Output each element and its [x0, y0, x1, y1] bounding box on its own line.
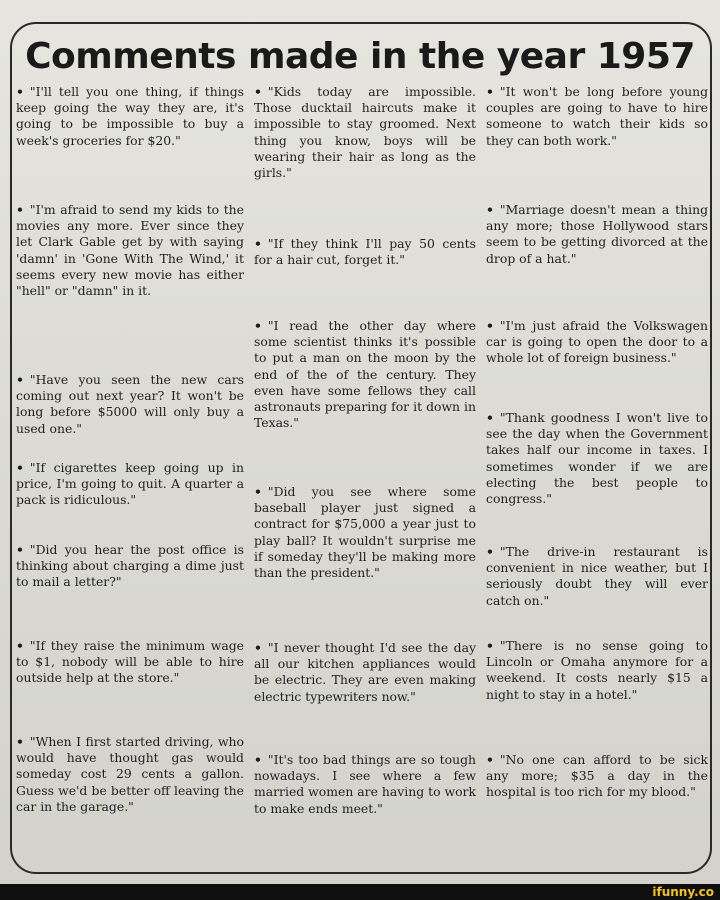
bullet-icon: •: [254, 236, 262, 251]
bullet-icon: •: [16, 202, 24, 217]
comment-item: [16, 734, 244, 815]
bullet-icon: •: [486, 544, 494, 559]
comment-text: "It won't be long before young couples are going to have to hire someone to watch their kids so they can both work.": [486, 84, 708, 148]
comment-text: "I never thought I'd see the day all our kitchen appliances would be electric. They are even making electric typewriters now.": [254, 640, 476, 704]
comment-text: "If they think I'll pay 50 cents for a hair cut, forget it.": [254, 236, 476, 268]
bullet-icon: •: [486, 202, 494, 217]
bullet-icon: •: [254, 318, 262, 333]
comment-item: [486, 410, 708, 507]
bullet-icon: •: [16, 372, 24, 387]
comment-item: [16, 638, 244, 687]
comment-item: [486, 544, 708, 609]
comment-item: [486, 638, 708, 703]
comment-text: "If cigarettes keep going up in price, I'm going to quit. A quarter a pack is ridiculous.": [16, 460, 244, 508]
comment-text: "The drive-in restaurant is convenient in nice weather, but I seriously doubt they will ever catch on.": [486, 544, 708, 608]
bullet-icon: •: [16, 542, 24, 557]
bullet-icon: •: [254, 752, 262, 767]
headline: Comments made in the year 1957: [25, 36, 695, 77]
comment-item: [16, 460, 244, 509]
footer-bar: [0, 884, 720, 900]
comment-text: "There is no sense going to Lincoln or Omaha anymore for a weekend. It costs nearly $15 a night to stay in a hotel.": [486, 638, 708, 702]
bullet-icon: •: [254, 640, 262, 655]
bullet-icon: •: [16, 84, 24, 99]
bullet-icon: •: [254, 484, 262, 499]
bullet-icon: •: [16, 460, 24, 475]
comment-text: "Did you hear the post office is thinking about charging a dime just to mail a letter?": [16, 542, 244, 590]
comment-text: "Have you seen the new cars coming out next year? It won't be long before $5000 will only buy a used one.": [16, 372, 244, 436]
comment-text: "It's too bad things are so tough nowadays. I see where a few married women are having to work to make ends meet.": [254, 752, 476, 816]
comment-item: [254, 484, 476, 581]
comment-item: [254, 236, 476, 268]
comment-text: "If they raise the minimum wage to $1, nobody will be able to hire outside help at the store.": [16, 638, 244, 686]
comment-text: "Kids today are impossible. Those ducktail haircuts make it impossible to stay groomed. Next thing you know, boys will be wearing their hair as long as the girls.": [254, 84, 476, 181]
bullet-icon: •: [486, 318, 494, 333]
bullet-icon: •: [16, 734, 24, 749]
comment-text: "No one can afford to be sick any more; $35 a day in the hospital is too rich for my blood.": [486, 752, 708, 800]
comment-item: [16, 84, 244, 149]
comment-text: "Thank goodness I won't live to see the day when the Government takes half our income in taxes. I sometimes wonder if we are electing the best people to congress.": [486, 410, 708, 507]
comment-item: [254, 640, 476, 705]
comment-text: "When I first started driving, who would have thought gas would someday cost 29 cents a gallon. Guess we'd be better off leaving the car in the garage.": [16, 734, 244, 814]
bullet-icon: •: [254, 84, 262, 99]
bullet-icon: •: [16, 638, 24, 653]
comment-item: [486, 84, 708, 149]
comment-item: [16, 372, 244, 437]
bullet-icon: •: [486, 752, 494, 767]
comment-item: [254, 752, 476, 817]
comment-item: [486, 752, 708, 801]
ifunny-watermark: ifunny.co: [652, 885, 714, 899]
comment-item: [486, 318, 708, 367]
comment-item: [486, 202, 708, 267]
comment-text: "Marriage doesn't mean a thing any more; those Hollywood stars seem to be getting divorced at the drop of a hat.": [486, 202, 708, 266]
bullet-icon: •: [486, 410, 494, 425]
comment-text: "I'll tell you one thing, if things keep going the way they are, it's going to be impossible to buy a week's groceries for $20.": [16, 84, 244, 148]
comment-item: [16, 202, 244, 299]
comment-item: [16, 542, 244, 591]
comment-text: "I'm afraid to send my kids to the movies any more. Ever since they let Clark Gable get by with saying 'damn' in 'Gone With The Wind,' it seems every new movie has either "hell" or "damn" in it.: [16, 202, 244, 299]
comment-text: "I'm just afraid the Volkswagen car is going to open the door to a whole lot of foreign business.": [486, 318, 708, 366]
comment-text: "I read the other day where some scientist thinks it's possible to put a man on the moon by the end of the of the century. They even have some fellows they call astronauts preparing for it down in Texas.": [254, 318, 476, 431]
comment-item: [254, 84, 476, 181]
bullet-icon: •: [486, 84, 494, 99]
comment-item: [254, 318, 476, 431]
bullet-icon: •: [486, 638, 494, 653]
comment-text: "Did you see where some baseball player just signed a contract for $75,000 a year just to play ball? It wouldn't surprise me if someday they'll be making more than the president.": [254, 484, 476, 581]
